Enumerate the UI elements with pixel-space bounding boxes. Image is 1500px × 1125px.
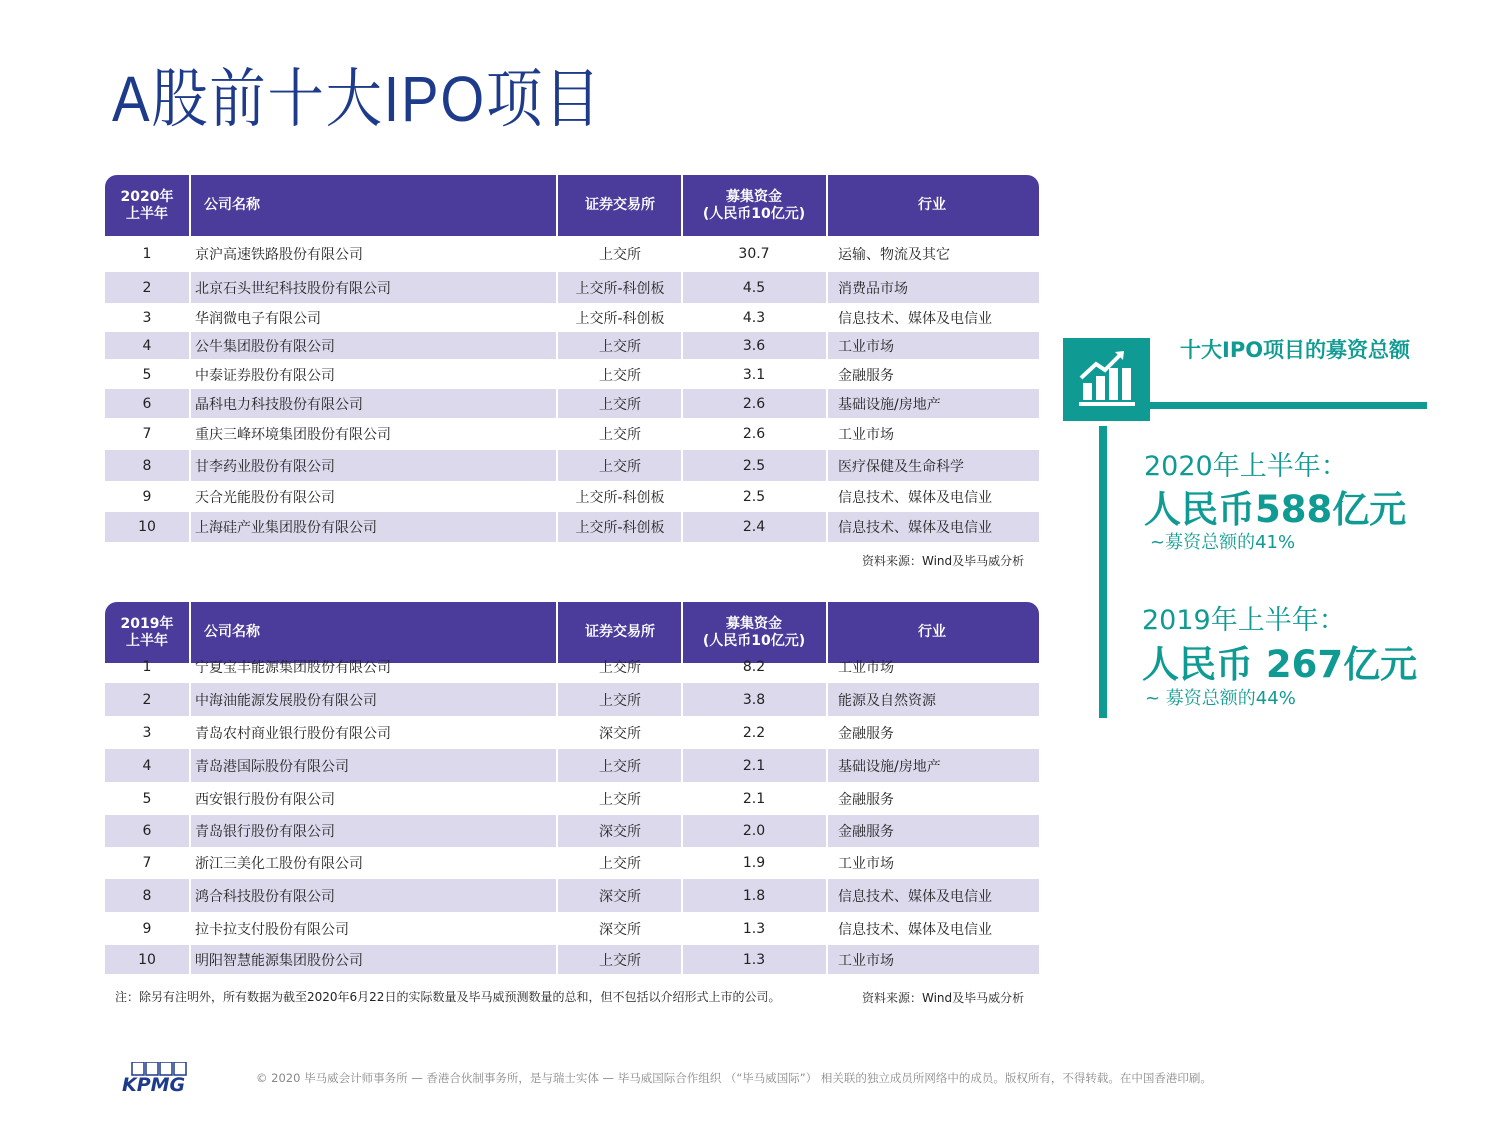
cell-rank: 10 xyxy=(138,519,156,535)
table-row xyxy=(105,512,1039,542)
table-row xyxy=(105,450,1039,481)
column-divider xyxy=(826,175,828,545)
cell-exchange: 深交所 xyxy=(599,922,641,938)
cell-exchange: 上交所 xyxy=(599,660,641,676)
cell-industry: 基础设施/房地产 xyxy=(838,396,941,413)
cell-exchange: 上交所 xyxy=(599,692,641,709)
cell-name: 天合光能股份有限公司 xyxy=(195,490,335,506)
cell-name: 中海油能源发展股份有限公司 xyxy=(195,692,377,709)
cell-exchange: 上交所-科创板 xyxy=(575,280,665,297)
cell-amount: 2.1 xyxy=(742,757,766,774)
table-row xyxy=(105,783,1039,815)
cell-rank: 6 xyxy=(142,823,152,839)
cell-name: 华润微电子有限公司 xyxy=(195,311,321,327)
cell-industry: 消费品市场 xyxy=(838,280,908,297)
cell-industry: 能源及自然资源 xyxy=(838,692,936,709)
cell-industry: 金融服务 xyxy=(838,367,894,384)
cell-exchange: 深交所 xyxy=(599,726,641,742)
table-row xyxy=(105,945,1039,974)
cell-amount: 4.5 xyxy=(742,279,766,296)
cell-rank: 6 xyxy=(142,395,152,412)
cell-amount: 2.5 xyxy=(742,457,766,474)
cell-industry: 金融服务 xyxy=(838,824,894,840)
cell-rank: 2 xyxy=(142,691,152,708)
year-2020-amount: 人民币588亿元 xyxy=(1144,488,1407,531)
cell-industry: 工业市场 xyxy=(838,426,894,443)
cell-rank: 1 xyxy=(142,246,152,262)
cell-rank: 8 xyxy=(142,887,152,904)
cell-amount: 2.2 xyxy=(742,725,766,741)
cell-industry: 金融服务 xyxy=(838,792,894,808)
cell-industry: 信息技术、媒体及电信业 xyxy=(838,311,992,327)
cell-name: 浙江三美化工股份有限公司 xyxy=(195,856,363,872)
cell-name: 青岛银行股份有限公司 xyxy=(195,824,335,840)
cell-exchange: 深交所 xyxy=(599,824,641,840)
footnote: 注：除另有注明外，所有数据为截至2020年6月22日的实际数量及毕马威预测数量的总和，但不包括以介绍形式上市的公司。 xyxy=(115,990,781,1004)
cell-amount: 1.3 xyxy=(742,921,766,937)
table-2020 xyxy=(105,175,1039,545)
page-title: A股前十大IPO项目 xyxy=(112,63,603,135)
header-cell: 募集资金 (人民币10亿元) xyxy=(702,615,806,649)
cell-exchange: 深交所 xyxy=(599,888,641,905)
column-divider xyxy=(556,175,558,545)
cell-exchange: 上交所 xyxy=(599,396,641,413)
column-divider xyxy=(681,175,683,545)
cell-rank: 4 xyxy=(142,757,152,774)
table-row xyxy=(105,236,1039,272)
cell-rank: 1 xyxy=(142,659,152,675)
cell-name: 晶科电力科技股份有限公司 xyxy=(195,396,363,413)
column-divider xyxy=(189,602,191,974)
cell-amount: 4.3 xyxy=(742,310,766,326)
sidebar-title: 十大IPO项目的募资总额 xyxy=(1180,338,1411,362)
table-row xyxy=(105,913,1039,945)
year-2019-amount: 人民币 267亿元 xyxy=(1142,643,1418,686)
cell-name: 上海硅产业集团股份有限公司 xyxy=(195,520,377,536)
header-cell: 证券交易所 xyxy=(585,624,655,640)
cell-amount: 3.8 xyxy=(742,691,766,708)
bar-chart-growth-icon xyxy=(1063,338,1150,421)
cell-rank: 3 xyxy=(142,310,152,326)
kpmg-logo xyxy=(118,1062,198,1096)
table-header xyxy=(105,175,1039,236)
cell-industry: 信息技术、媒体及电信业 xyxy=(838,520,992,536)
header-cell: 证券交易所 xyxy=(585,197,655,213)
cell-amount: 3.1 xyxy=(742,366,766,383)
cell-amount: 2.4 xyxy=(742,519,766,535)
cell-exchange: 上交所 xyxy=(599,856,641,872)
cell-rank: 8 xyxy=(142,457,152,474)
cell-amount: 2.6 xyxy=(742,425,766,442)
cell-name: 北京石头世纪科技股份有限公司 xyxy=(195,280,391,297)
cell-amount: 1.9 xyxy=(742,855,766,871)
cell-rank: 7 xyxy=(142,425,152,442)
cell-amount: 2.5 xyxy=(742,489,766,505)
cell-amount: 8.2 xyxy=(742,659,766,675)
cell-name: 京沪高速铁路股份有限公司 xyxy=(195,247,363,263)
cell-amount: 2.6 xyxy=(742,395,766,412)
cell-amount: 2.0 xyxy=(742,823,766,839)
cell-exchange: 上交所 xyxy=(599,247,641,263)
cell-industry: 医疗保健及生命科学 xyxy=(838,458,964,475)
header-cell: 公司名称 xyxy=(204,197,260,213)
table-row xyxy=(105,847,1039,879)
header-cell: 公司名称 xyxy=(204,624,260,640)
cell-amount: 30.7 xyxy=(738,246,770,262)
cell-rank: 4 xyxy=(142,337,152,354)
year-2020-percent: ~募资总额的41% xyxy=(1150,532,1296,553)
table-row xyxy=(105,482,1039,512)
cell-name: 西安银行股份有限公司 xyxy=(195,792,335,808)
cell-amount: 1.8 xyxy=(742,887,766,904)
year-2019-label: 2019年上半年： xyxy=(1142,605,1346,636)
cell-exchange: 上交所 xyxy=(599,426,641,443)
cell-exchange: 上交所-科创板 xyxy=(575,520,665,536)
source-2020: 资料来源：Wind及毕马威分析 xyxy=(862,554,1025,568)
header-cell: 行业 xyxy=(918,624,946,640)
cell-exchange: 上交所-科创板 xyxy=(575,490,665,506)
cell-exchange: 上交所 xyxy=(599,338,641,355)
cell-name: 重庆三峰环境集团股份有限公司 xyxy=(195,426,391,443)
year-2020-label: 2020年上半年： xyxy=(1144,451,1348,482)
table-row xyxy=(105,418,1039,449)
cell-rank: 9 xyxy=(142,489,152,505)
cell-industry: 基础设施/房地产 xyxy=(838,758,941,775)
cell-name: 甘李药业股份有限公司 xyxy=(195,458,335,475)
cell-industry: 工业市场 xyxy=(838,338,894,355)
cell-name: 鸿合科技股份有限公司 xyxy=(195,888,335,905)
cell-exchange: 上交所 xyxy=(599,367,641,384)
cell-amount: 1.3 xyxy=(742,951,766,968)
table-row xyxy=(105,651,1039,683)
cell-exchange: 上交所 xyxy=(599,952,641,969)
table-row xyxy=(105,683,1039,716)
cell-rank: 2 xyxy=(142,279,152,296)
cell-name: 拉卡拉支付股份有限公司 xyxy=(195,922,349,938)
cell-name: 明阳智慧能源集团股份公司 xyxy=(195,952,363,969)
cell-industry: 工业市场 xyxy=(838,660,894,676)
column-divider xyxy=(826,602,828,974)
table-2019 xyxy=(105,602,1039,974)
cell-amount: 2.1 xyxy=(742,791,766,807)
cell-rank: 10 xyxy=(138,951,156,968)
cell-industry: 工业市场 xyxy=(838,856,894,872)
cell-name: 中泰证券股份有限公司 xyxy=(195,367,335,384)
column-divider xyxy=(556,602,558,974)
year-2019-percent: ~ 募资总额的44% xyxy=(1145,688,1296,709)
cell-exchange: 上交所 xyxy=(599,758,641,775)
cell-rank: 5 xyxy=(142,366,152,383)
table-row xyxy=(105,360,1039,389)
cell-industry: 运输、物流及其它 xyxy=(838,247,950,263)
footer-copyright: © 2020 毕马威会计师事务所 — 香港合伙制事务所，是与瑞士实体 — 毕马威国际合作组织 （“毕马威国际”） 相关联的独立成员所网络中的成员。版权所有，不得转载。在中国香港印刷。 xyxy=(256,1071,1212,1085)
sidebar-vertical-bar xyxy=(1099,426,1107,718)
cell-exchange: 上交所-科创板 xyxy=(575,311,665,327)
cell-industry: 信息技术、媒体及电信业 xyxy=(838,490,992,506)
cell-rank: 5 xyxy=(142,791,152,807)
table-row xyxy=(105,332,1039,359)
cell-industry: 信息技术、媒体及电信业 xyxy=(838,888,992,905)
cell-industry: 金融服务 xyxy=(838,726,894,742)
header-cell: 行业 xyxy=(918,197,946,213)
cell-industry: 工业市场 xyxy=(838,952,894,969)
cell-name: 公牛集团股份有限公司 xyxy=(195,338,335,355)
cell-rank: 7 xyxy=(142,855,152,871)
table-row xyxy=(105,389,1039,418)
cell-rank: 3 xyxy=(142,725,152,741)
cell-name: 青岛农村商业银行股份有限公司 xyxy=(195,726,391,742)
sidebar-divider xyxy=(1150,402,1427,409)
cell-industry: 信息技术、媒体及电信业 xyxy=(838,922,992,938)
cell-exchange: 上交所 xyxy=(599,458,641,475)
cell-exchange: 上交所 xyxy=(599,792,641,808)
table-row xyxy=(105,272,1039,303)
table-row xyxy=(105,879,1039,912)
kpmg-logo-text: KPMG xyxy=(122,1074,186,1096)
table-row xyxy=(105,815,1039,847)
source-2019: 资料来源：Wind及毕马威分析 xyxy=(862,991,1025,1005)
cell-rank: 9 xyxy=(142,921,152,937)
table-row xyxy=(105,717,1039,749)
header-cell: 募集资金 (人民币10亿元) xyxy=(702,188,806,222)
table-row xyxy=(105,749,1039,782)
cell-amount: 3.6 xyxy=(742,337,766,354)
cell-name: 宁夏宝丰能源集团股份有限公司 xyxy=(195,660,391,676)
header-cell: 2019年 上半年 xyxy=(120,615,174,649)
table-row xyxy=(105,304,1039,332)
column-divider xyxy=(681,602,683,974)
header-cell: 2020年 上半年 xyxy=(120,188,174,222)
cell-name: 青岛港国际股份有限公司 xyxy=(195,758,349,775)
column-divider xyxy=(189,175,191,545)
